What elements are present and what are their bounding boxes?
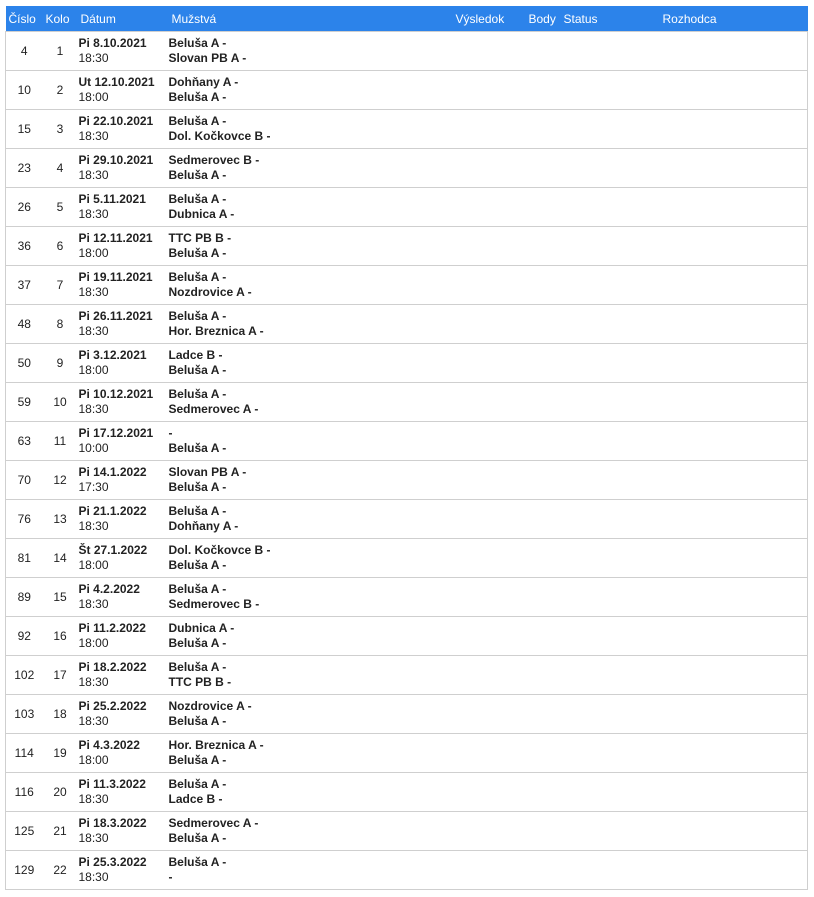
match-datetime xyxy=(78,695,169,734)
match-number: 59 xyxy=(6,383,43,422)
table-row xyxy=(6,851,808,890)
match-referee xyxy=(660,422,808,461)
home-team[interactable]: Beluša A - xyxy=(168,387,227,401)
away-team[interactable]: Beluša A - xyxy=(168,246,227,260)
match-time: 18:00 xyxy=(78,636,109,650)
round-number: 12 xyxy=(43,461,78,500)
match-date: Pi 8.10.2021 xyxy=(78,36,147,50)
match-referee xyxy=(660,773,808,812)
match-points xyxy=(526,500,561,539)
match-time: 18:30 xyxy=(78,519,109,533)
away-team[interactable]: Dol. Kočkovce B - xyxy=(168,129,271,143)
match-date: Pi 18.2.2022 xyxy=(78,660,147,674)
table-row xyxy=(6,773,808,812)
match-date: Pi 11.3.2022 xyxy=(78,777,146,791)
table-row xyxy=(6,149,808,188)
match-status xyxy=(561,149,660,188)
match-referee xyxy=(660,851,808,890)
match-referee xyxy=(660,227,808,266)
round-number: 8 xyxy=(43,305,78,344)
match-time: 18:30 xyxy=(78,168,109,182)
away-team[interactable]: Nozdrovice A - xyxy=(168,285,252,299)
header-muzstva[interactable]: Mužstvá xyxy=(171,11,217,26)
match-time: 18:30 xyxy=(78,714,109,728)
match-date: Pi 4.3.2022 xyxy=(78,738,140,752)
match-time: 10:00 xyxy=(78,441,109,455)
match-referee xyxy=(660,188,808,227)
match-time: 18:30 xyxy=(78,129,109,143)
match-status xyxy=(561,344,660,383)
table-row xyxy=(6,266,808,305)
match-time: 18:30 xyxy=(78,324,109,338)
header-row xyxy=(6,6,808,32)
match-result xyxy=(453,227,526,266)
match-datetime xyxy=(78,851,169,890)
match-status xyxy=(561,383,660,422)
away-team[interactable]: Beluša A - xyxy=(168,714,227,728)
match-result xyxy=(453,500,526,539)
match-datetime xyxy=(78,344,169,383)
header-datum[interactable]: Dátum xyxy=(80,11,116,26)
match-number: 89 xyxy=(6,578,43,617)
match-teams xyxy=(169,812,453,851)
round-number: 15 xyxy=(43,578,78,617)
away-team[interactable]: Beluša A - xyxy=(168,90,227,104)
table-row xyxy=(6,188,808,227)
match-date: Pi 21.1.2022 xyxy=(78,504,147,518)
away-team[interactable]: Hor. Breznica A - xyxy=(168,324,264,338)
match-datetime xyxy=(78,773,169,812)
match-teams xyxy=(169,71,453,110)
match-teams xyxy=(169,305,453,344)
match-status xyxy=(561,32,660,71)
match-referee xyxy=(660,110,808,149)
match-result xyxy=(453,773,526,812)
match-date: Pi 25.2.2022 xyxy=(78,699,147,713)
match-result xyxy=(453,188,526,227)
match-referee xyxy=(660,734,808,773)
match-number: 102 xyxy=(6,656,43,695)
match-date: Ut 12.10.2021 xyxy=(78,75,155,89)
match-status xyxy=(561,500,660,539)
match-teams xyxy=(169,656,453,695)
round-number: 16 xyxy=(43,617,78,656)
match-referee xyxy=(660,32,808,71)
match-teams xyxy=(169,227,453,266)
match-referee xyxy=(660,149,808,188)
match-status xyxy=(561,734,660,773)
match-datetime xyxy=(78,266,169,305)
match-date: Pi 11.2.2022 xyxy=(78,621,146,635)
match-status xyxy=(561,188,660,227)
match-time: 18:30 xyxy=(78,402,109,416)
match-datetime xyxy=(78,149,169,188)
match-datetime xyxy=(78,500,169,539)
away-team[interactable]: TTC PB B - xyxy=(168,675,232,689)
match-result xyxy=(453,812,526,851)
match-referee xyxy=(660,539,808,578)
away-team[interactable]: Beluša A - xyxy=(168,558,227,572)
match-teams xyxy=(169,695,453,734)
match-result xyxy=(453,578,526,617)
round-number: 2 xyxy=(43,71,78,110)
match-teams xyxy=(169,461,453,500)
home-team[interactable]: Beluša A - xyxy=(168,504,227,518)
table-row xyxy=(6,110,808,149)
home-team[interactable]: Beluša A - xyxy=(168,777,227,791)
round-number: 17 xyxy=(43,656,78,695)
match-result xyxy=(453,344,526,383)
round-number: 1 xyxy=(43,32,78,71)
table-row xyxy=(6,383,808,422)
match-time: 18:00 xyxy=(78,558,109,572)
match-status xyxy=(561,812,660,851)
match-date: Pi 5.11.2021 xyxy=(78,192,146,206)
match-datetime xyxy=(78,656,169,695)
match-teams xyxy=(169,500,453,539)
match-teams xyxy=(169,578,453,617)
match-result xyxy=(453,695,526,734)
match-result xyxy=(453,383,526,422)
match-time: 18:00 xyxy=(78,90,109,104)
match-number: 129 xyxy=(6,851,43,890)
match-time: 18:30 xyxy=(78,792,109,806)
home-team[interactable]: Beluša A - xyxy=(168,582,227,596)
home-team[interactable]: Ladce B - xyxy=(168,348,223,362)
match-date: Pi 14.1.2022 xyxy=(78,465,147,479)
match-date: Pi 12.11.2021 xyxy=(78,231,153,245)
match-points xyxy=(526,344,561,383)
away-team[interactable]: Beluša A - xyxy=(168,636,227,650)
match-referee xyxy=(660,617,808,656)
round-number: 22 xyxy=(43,851,78,890)
match-status xyxy=(561,695,660,734)
match-number: 10 xyxy=(6,71,43,110)
match-status xyxy=(561,461,660,500)
table-row xyxy=(6,71,808,110)
home-team[interactable]: Beluša A - xyxy=(168,270,227,284)
match-referee xyxy=(660,305,808,344)
home-team[interactable]: Beluša A - xyxy=(168,660,227,674)
match-status xyxy=(561,656,660,695)
away-team[interactable]: Sedmerovec B - xyxy=(168,597,260,611)
header-rozhodca[interactable]: Rozhodca xyxy=(662,11,717,26)
table-body xyxy=(6,32,808,890)
away-team[interactable]: - xyxy=(168,870,173,884)
match-time: 18:30 xyxy=(78,831,109,845)
match-time: 18:00 xyxy=(78,246,109,260)
match-number: 4 xyxy=(6,32,43,71)
table-row xyxy=(6,617,808,656)
table-row xyxy=(6,227,808,266)
match-time: 18:00 xyxy=(78,753,109,767)
header-vysledok[interactable]: Výsledok xyxy=(455,11,505,26)
match-status xyxy=(561,851,660,890)
match-datetime xyxy=(78,110,169,149)
match-status xyxy=(561,617,660,656)
match-number: 70 xyxy=(6,461,43,500)
match-number: 92 xyxy=(6,617,43,656)
match-points xyxy=(526,461,561,500)
round-number: 18 xyxy=(43,695,78,734)
table-row xyxy=(6,734,808,773)
match-referee xyxy=(660,266,808,305)
match-points xyxy=(526,656,561,695)
match-result xyxy=(453,461,526,500)
match-time: 18:30 xyxy=(78,285,109,299)
home-team[interactable]: Nozdrovice A - xyxy=(168,699,252,713)
home-team[interactable]: Beluša A - xyxy=(168,192,227,206)
match-points xyxy=(526,71,561,110)
match-teams xyxy=(169,266,453,305)
match-number: 36 xyxy=(6,227,43,266)
match-teams xyxy=(169,734,453,773)
match-result xyxy=(453,71,526,110)
match-time: 18:30 xyxy=(78,597,109,611)
home-team[interactable]: Dol. Kočkovce B - xyxy=(168,543,271,557)
match-teams xyxy=(169,773,453,812)
match-time: 18:30 xyxy=(78,207,109,221)
round-number: 10 xyxy=(43,383,78,422)
match-number: 116 xyxy=(6,773,43,812)
match-result xyxy=(453,149,526,188)
match-referee xyxy=(660,578,808,617)
away-team[interactable]: Beluša A - xyxy=(168,831,227,845)
match-teams xyxy=(169,110,453,149)
match-datetime xyxy=(78,617,169,656)
match-number: 15 xyxy=(6,110,43,149)
match-points xyxy=(526,32,561,71)
match-points xyxy=(526,149,561,188)
table-row xyxy=(6,500,808,539)
table-row xyxy=(6,656,808,695)
match-result xyxy=(453,656,526,695)
home-team[interactable]: Beluša A - xyxy=(168,855,227,869)
match-status xyxy=(561,71,660,110)
match-number: 50 xyxy=(6,344,43,383)
away-team[interactable]: Beluša A - xyxy=(168,753,227,767)
match-datetime xyxy=(78,32,169,71)
match-number: 125 xyxy=(6,812,43,851)
match-datetime xyxy=(78,578,169,617)
round-number: 3 xyxy=(43,110,78,149)
match-datetime xyxy=(78,734,169,773)
match-datetime xyxy=(78,305,169,344)
round-number: 5 xyxy=(43,188,78,227)
round-number: 14 xyxy=(43,539,78,578)
match-referee xyxy=(660,71,808,110)
match-result xyxy=(453,539,526,578)
match-datetime xyxy=(78,461,169,500)
match-status xyxy=(561,110,660,149)
match-number: 26 xyxy=(6,188,43,227)
away-team[interactable]: Sedmerovec A - xyxy=(168,402,259,416)
match-time: 18:30 xyxy=(78,51,109,65)
match-points xyxy=(526,383,561,422)
match-number: 63 xyxy=(6,422,43,461)
match-date: Pi 19.11.2021 xyxy=(78,270,153,284)
match-date: Pi 3.12.2021 xyxy=(78,348,147,362)
round-number: 13 xyxy=(43,500,78,539)
match-result xyxy=(453,305,526,344)
header-cislo[interactable]: Číslo xyxy=(8,11,36,26)
match-teams xyxy=(169,344,453,383)
match-date: Pi 18.3.2022 xyxy=(78,816,147,830)
match-result xyxy=(453,851,526,890)
round-number: 19 xyxy=(43,734,78,773)
match-datetime xyxy=(78,188,169,227)
schedule-table-container xyxy=(5,6,807,890)
match-points xyxy=(526,227,561,266)
match-result xyxy=(453,266,526,305)
round-number: 4 xyxy=(43,149,78,188)
match-teams xyxy=(169,617,453,656)
match-result xyxy=(453,734,526,773)
round-number: 21 xyxy=(43,812,78,851)
home-team[interactable]: - xyxy=(168,426,173,440)
match-date: Pi 29.10.2021 xyxy=(78,153,154,167)
home-team[interactable]: Beluša A - xyxy=(168,309,227,323)
match-points xyxy=(526,539,561,578)
round-number: 6 xyxy=(43,227,78,266)
table-row xyxy=(6,422,808,461)
schedule-table xyxy=(5,6,808,890)
table-header xyxy=(6,6,808,32)
match-datetime xyxy=(78,71,169,110)
match-number: 81 xyxy=(6,539,43,578)
match-teams xyxy=(169,383,453,422)
round-number: 11 xyxy=(43,422,78,461)
match-status xyxy=(561,266,660,305)
match-date: Št 27.1.2022 xyxy=(78,543,148,557)
away-team[interactable]: Beluša A - xyxy=(168,480,227,494)
match-datetime xyxy=(78,383,169,422)
match-date: Pi 25.3.2022 xyxy=(78,855,147,869)
away-team[interactable]: Ladce B - xyxy=(168,792,223,806)
match-status xyxy=(561,773,660,812)
header-kolo[interactable]: Kolo xyxy=(45,11,70,26)
match-status xyxy=(561,539,660,578)
table-row xyxy=(6,539,808,578)
match-points xyxy=(526,188,561,227)
match-referee xyxy=(660,383,808,422)
away-team[interactable]: Beluša A - xyxy=(168,363,227,377)
match-date: Pi 26.11.2021 xyxy=(78,309,153,323)
match-datetime xyxy=(78,227,169,266)
match-teams xyxy=(169,422,453,461)
home-team[interactable]: Dubnica A - xyxy=(168,621,235,635)
match-date: Pi 4.2.2022 xyxy=(78,582,140,596)
home-team[interactable]: Beluša A - xyxy=(168,36,227,50)
home-team[interactable]: Slovan PB A - xyxy=(168,465,247,479)
match-teams xyxy=(169,188,453,227)
match-date: Pi 22.10.2021 xyxy=(78,114,154,128)
home-team[interactable]: Sedmerovec A - xyxy=(168,816,259,830)
match-points xyxy=(526,422,561,461)
match-referee xyxy=(660,812,808,851)
match-result xyxy=(453,110,526,149)
header-status[interactable]: Status xyxy=(563,11,598,26)
table-row xyxy=(6,305,808,344)
home-team[interactable]: Dohňany A - xyxy=(168,75,239,89)
round-number: 9 xyxy=(43,344,78,383)
match-number: 37 xyxy=(6,266,43,305)
away-team[interactable]: Dubnica A - xyxy=(168,207,235,221)
match-result xyxy=(453,422,526,461)
away-team[interactable]: Beluša A - xyxy=(168,441,227,455)
table-row xyxy=(6,812,808,851)
match-datetime xyxy=(78,422,169,461)
match-points xyxy=(526,812,561,851)
match-points xyxy=(526,617,561,656)
match-status xyxy=(561,305,660,344)
match-referee xyxy=(660,695,808,734)
match-time: 18:30 xyxy=(78,675,109,689)
match-result xyxy=(453,617,526,656)
away-team[interactable]: Slovan PB A - xyxy=(168,51,247,65)
match-number: 48 xyxy=(6,305,43,344)
away-team[interactable]: Beluša A - xyxy=(168,168,227,182)
match-date: Pi 10.12.2021 xyxy=(78,387,154,401)
match-referee xyxy=(660,500,808,539)
match-datetime xyxy=(78,539,169,578)
match-points xyxy=(526,734,561,773)
match-datetime xyxy=(78,812,169,851)
round-number: 7 xyxy=(43,266,78,305)
match-points xyxy=(526,110,561,149)
match-status xyxy=(561,578,660,617)
match-referee xyxy=(660,461,808,500)
match-time: 17:30 xyxy=(78,480,109,494)
match-points xyxy=(526,305,561,344)
match-status xyxy=(561,422,660,461)
table-row xyxy=(6,32,808,71)
match-points xyxy=(526,851,561,890)
match-result xyxy=(453,32,526,71)
match-referee xyxy=(660,344,808,383)
match-points xyxy=(526,578,561,617)
table-row xyxy=(6,578,808,617)
home-team[interactable]: Sedmerovec B - xyxy=(168,153,260,167)
home-team[interactable]: Hor. Breznica A - xyxy=(168,738,264,752)
match-points xyxy=(526,773,561,812)
match-teams xyxy=(169,32,453,71)
table-row xyxy=(6,461,808,500)
away-team[interactable]: Dohňany A - xyxy=(168,519,239,533)
match-teams xyxy=(169,149,453,188)
round-number: 20 xyxy=(43,773,78,812)
match-number: 114 xyxy=(6,734,43,773)
match-status xyxy=(561,227,660,266)
home-team[interactable]: Beluša A - xyxy=(168,114,227,128)
match-points xyxy=(526,695,561,734)
match-number: 23 xyxy=(6,149,43,188)
match-referee xyxy=(660,656,808,695)
match-date: Pi 17.12.2021 xyxy=(78,426,154,440)
match-time: 18:00 xyxy=(78,363,109,377)
match-points xyxy=(526,266,561,305)
table-row xyxy=(6,695,808,734)
home-team[interactable]: TTC PB B - xyxy=(168,231,232,245)
match-teams xyxy=(169,851,453,890)
match-time: 18:30 xyxy=(78,870,109,884)
match-teams xyxy=(169,539,453,578)
table-row xyxy=(6,344,808,383)
match-number: 76 xyxy=(6,500,43,539)
header-body[interactable]: Body xyxy=(528,11,556,26)
match-number: 103 xyxy=(6,695,43,734)
